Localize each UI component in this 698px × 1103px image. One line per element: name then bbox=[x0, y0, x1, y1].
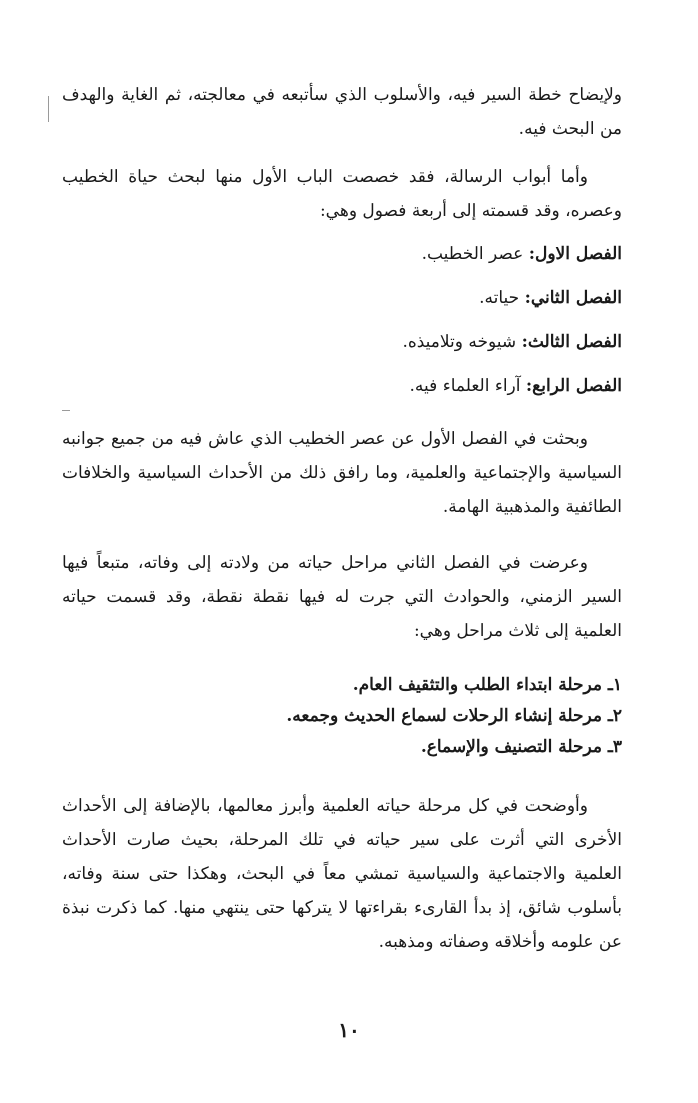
page-number: ١٠ bbox=[338, 1018, 360, 1042]
stage-item: ٢ـ مرحلة إنشاء الرحلات لسماع الحديث وجمعه. bbox=[286, 706, 622, 726]
chapter-item bbox=[62, 320, 622, 364]
closing-paragraph: وأوضحت في كل مرحلة حياته العلمية وأبرز معالمها، بالإضافة إلى الأحداث الأخرى التي أثرت على سير حياته في تلك المرحلة، بحيث صارت الأحداث العلمية والاجتماعية والسياسية تمشي معاً في البحث، وهكذا حتى سنة وفاته، بأسلوب شائق، إذ بدأ القارىء بقراءتها لا يتركها حتى ينتهي منها. كما ذكرت نبذة عن علومه وأخلاقه وصفاته ومذهبه. bbox=[62, 796, 622, 952]
chapter-label: الفصل الثاني: bbox=[524, 288, 622, 308]
intro-paragraph: ولإيضاح خطة السير فيه، والأسلوب الذي سأتبعه في معالجته، ثم الغاية والهدف من البحث فيه. bbox=[62, 85, 622, 139]
chapter-label: الفصل الاول: bbox=[528, 244, 622, 264]
chapter-two-paragraph: وعرضت في الفصل الثاني مراحل حياته من ولادته إلى وفاته، متبعاً فيها السير الزمني، والحوادث التي جرت له فيها نقطة نقطة، وقد قسمت حياته العلمية إلى ثلاث مراحل وهي: bbox=[62, 553, 622, 641]
chapter-title: عصر الخطيب. bbox=[421, 244, 524, 264]
chapter-item bbox=[62, 364, 622, 408]
page-body bbox=[62, 78, 622, 959]
chapter-one-paragraph: وبحثت في الفصل الأول عن عصر الخطيب الذي عاش فيه من جميع جوانبه السياسية والإجتماعية والعلمية، وما رافق ذلك من الأحداث السياسية والخلافات الطائفية والمذهبية الهامة. bbox=[62, 429, 622, 517]
scan-mark bbox=[48, 96, 49, 122]
stage-list bbox=[62, 670, 622, 763]
chapter-item bbox=[62, 276, 622, 320]
chapter-item bbox=[62, 232, 622, 276]
chapters-intro-paragraph: وأما أبواب الرسالة، فقد خصصت الباب الأول منها لبحث حياة الخطيب وعصره، وقد قسمته إلى أربعة فصول وهي: bbox=[62, 167, 622, 221]
stage-item: ٣ـ مرحلة التصنيف والإسماع. bbox=[420, 737, 622, 757]
chapter-title: آراء العلماء فيه. bbox=[409, 376, 521, 396]
chapter-label: الفصل الثالث: bbox=[521, 332, 622, 352]
scan-mark bbox=[62, 410, 70, 411]
chapter-title: شيوخه وتلاميذه. bbox=[402, 332, 517, 352]
chapter-label: الفصل الرابع: bbox=[525, 376, 622, 396]
stage-item: ١ـ مرحلة ابتداء الطلب والتثقيف العام. bbox=[352, 675, 622, 695]
chapter-title: حياته. bbox=[479, 288, 520, 308]
chapter-list bbox=[62, 232, 622, 408]
